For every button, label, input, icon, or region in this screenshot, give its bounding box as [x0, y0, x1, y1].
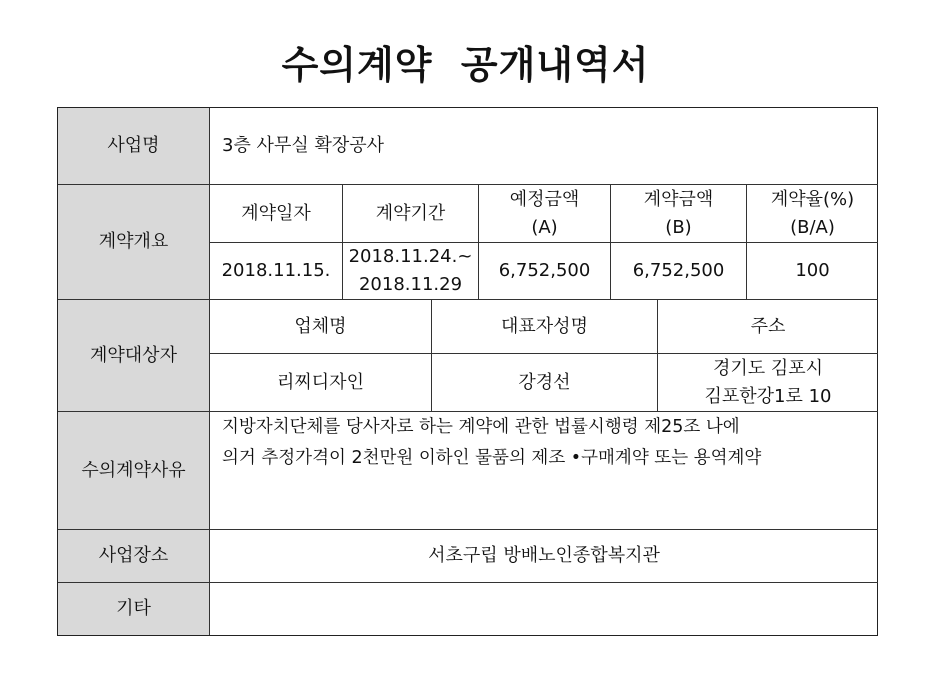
label-contract-party: 계약대상자 [58, 300, 210, 412]
header-representative: 대표자성명 [432, 300, 658, 354]
reason-line1: 지방자치단체를 당사자로 하는 계약에 관한 법률시행령 제25조 나에 [222, 417, 740, 437]
header-estimated-amount [479, 185, 611, 243]
page-title: 수의계약 공개내역서 [281, 43, 650, 87]
label-contract-overview: 계약개요 [58, 185, 210, 300]
address-line1: 경기도 김포시 [712, 357, 824, 379]
contract-rate-value: 100 [747, 243, 878, 300]
header-contract-amount-line2: (B) [665, 216, 692, 238]
header-contract-rate-line1: 계약율(%) [770, 188, 855, 210]
contract-period-start: 2018.11.24.~ [348, 246, 473, 267]
project-name-value: 3층 사무실 확장공사 [210, 108, 878, 185]
estimated-amount-value: 6,752,500 [479, 243, 611, 300]
header-contract-date: 계약일자 [210, 185, 343, 243]
company-name-value: 리찌디자인 [210, 354, 432, 412]
disclosure-table [57, 107, 878, 636]
header-contract-amount [611, 185, 747, 243]
header-contract-rate [747, 185, 878, 243]
label-project-name: 사업명 [58, 108, 210, 185]
header-contract-amount-line1: 계약금액 [643, 188, 714, 210]
contract-period-value [343, 243, 479, 300]
reason-value [210, 412, 878, 530]
header-company-name: 업체명 [210, 300, 432, 354]
header-address: 주소 [658, 300, 878, 354]
header-estimated-amount-line1: 예정금액 [509, 188, 580, 210]
contract-period-end: 2018.11.29 [358, 274, 463, 295]
header-estimated-amount-line2: (A) [531, 216, 558, 238]
label-other: 기타 [58, 583, 210, 635]
representative-value: 강경선 [432, 354, 658, 412]
label-reason: 수의계약사유 [58, 412, 210, 530]
reason-line2: 의거 추정가격이 2천만원 이하인 물품의 제조 •구매계약 또는 용역계약 [222, 448, 762, 468]
label-location: 사업장소 [58, 530, 210, 583]
header-contract-period: 계약기간 [343, 185, 479, 243]
address-value [658, 354, 878, 412]
address-line2: 김포한강1로 10 [704, 385, 832, 407]
contract-date-value: 2018.11.15. [210, 243, 343, 300]
contract-amount-value: 6,752,500 [611, 243, 747, 300]
location-value: 서초구립 방배노인종합복지관 [210, 530, 878, 583]
other-value [210, 583, 878, 635]
header-contract-rate-line2: (B/A) [790, 216, 835, 238]
